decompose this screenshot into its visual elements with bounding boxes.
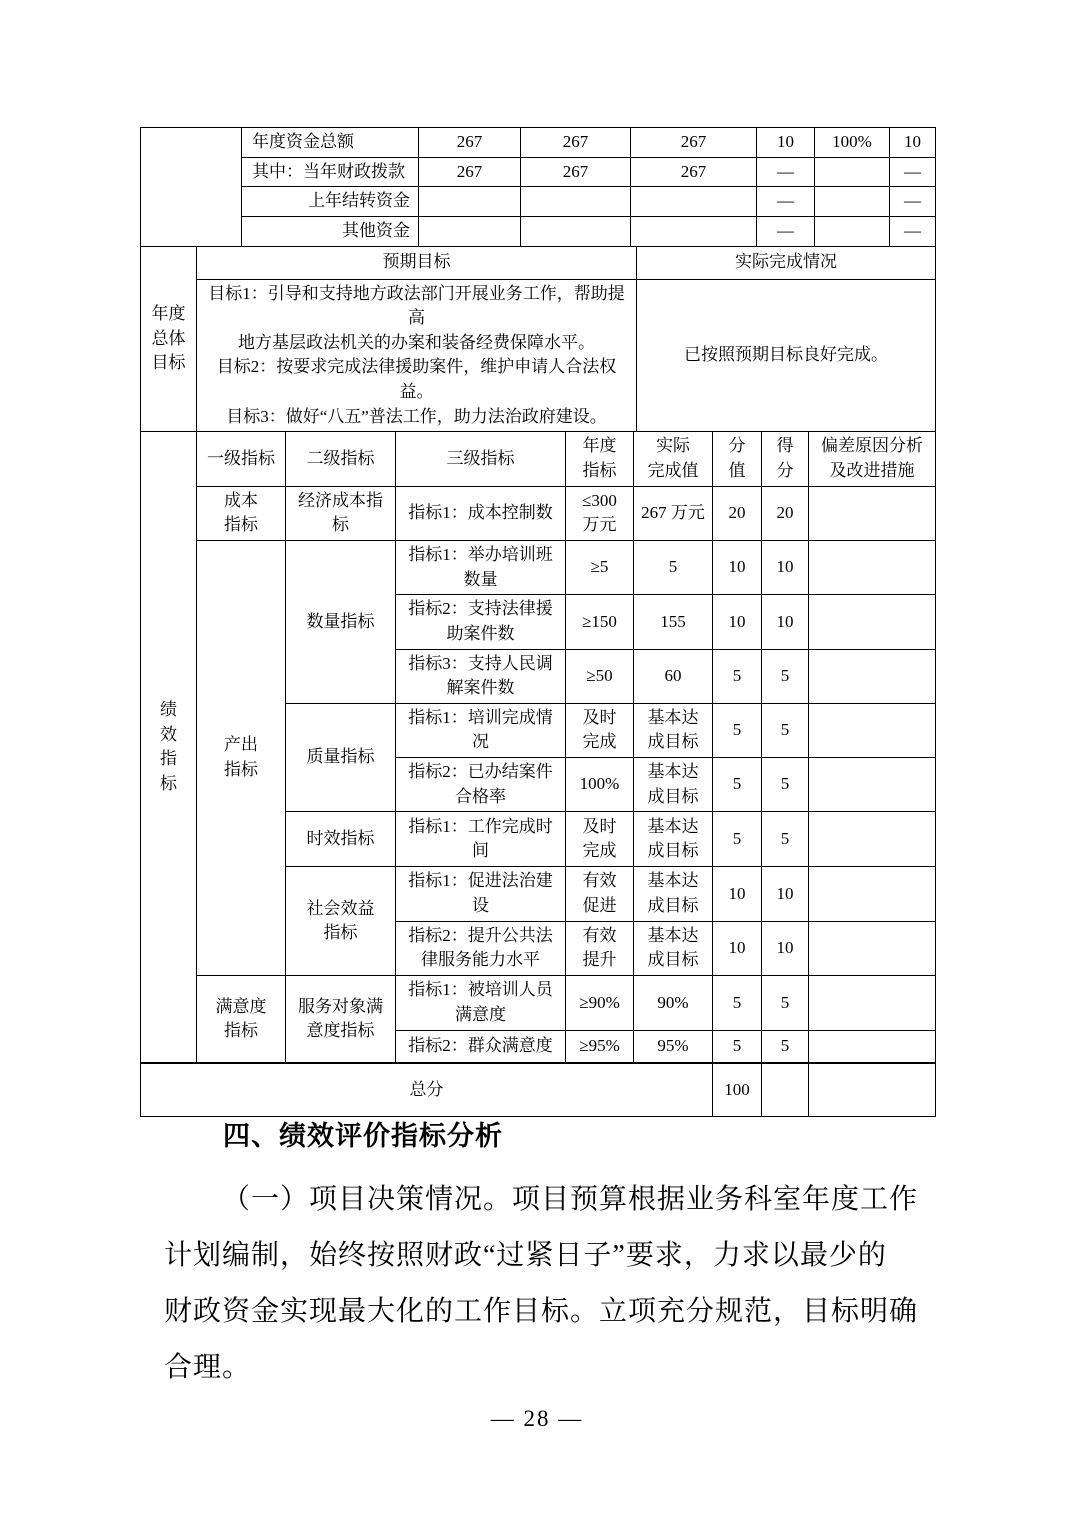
score-cell: 10 bbox=[713, 540, 762, 594]
level1-cell: 满意度 指标 bbox=[197, 975, 286, 1063]
level3-cell: 指标1：成本控制数 bbox=[396, 486, 566, 540]
level3-cell: 指标1：培训完成情 况 bbox=[396, 703, 566, 757]
annual-target-cell: ≥5 bbox=[566, 540, 634, 594]
actual-value-cell: 基本达 成目标 bbox=[634, 867, 713, 921]
level2-cell: 时效指标 bbox=[286, 812, 396, 867]
data-cell bbox=[815, 216, 890, 246]
got-score-cell: 10 bbox=[762, 867, 809, 921]
data-cell: — bbox=[757, 216, 815, 246]
level2-cell: 数量指标 bbox=[286, 540, 396, 703]
table-row bbox=[141, 540, 936, 594]
table-row bbox=[141, 187, 936, 217]
got-score-cell: 10 bbox=[762, 540, 809, 594]
annual-target-cell: ≥90% bbox=[566, 975, 634, 1030]
level1-cell: 产出 指标 bbox=[197, 540, 286, 975]
header-cell: 实际 完成值 bbox=[634, 432, 713, 486]
deviation-cell bbox=[809, 649, 936, 703]
annual-target-cell: 及时 完成 bbox=[566, 812, 634, 867]
table-row bbox=[141, 157, 936, 187]
performance-table-area bbox=[140, 127, 935, 1117]
data-cell bbox=[631, 216, 757, 246]
level2-cell: 服务对象满 意度指标 bbox=[286, 975, 396, 1063]
table-row bbox=[141, 246, 936, 279]
score-cell: 5 bbox=[713, 703, 762, 757]
header-cell: 一级指标 bbox=[197, 432, 286, 486]
level3-cell: 指标1：被培训人员 满意度 bbox=[396, 975, 566, 1030]
actual-value-cell: 基本达 成目标 bbox=[634, 703, 713, 757]
data-cell: 267 bbox=[521, 157, 631, 187]
got-score-cell: 5 bbox=[762, 975, 809, 1030]
funding-row-label: 其中：当年财政拨款 bbox=[242, 157, 419, 187]
table-row bbox=[141, 486, 936, 540]
data-cell bbox=[521, 216, 631, 246]
header-cell: 年度 指标 bbox=[566, 432, 634, 486]
score-cell: 10 bbox=[713, 595, 762, 649]
level2-cell: 质量指标 bbox=[286, 703, 396, 812]
deviation-cell bbox=[809, 921, 936, 975]
total-score-cell: 100 bbox=[713, 1063, 762, 1116]
level3-cell: 指标2：支持法律援 助案件数 bbox=[396, 595, 566, 649]
score-cell: 10 bbox=[713, 867, 762, 921]
level3-cell: 指标3：支持人民调 解案件数 bbox=[396, 649, 566, 703]
data-cell: 10 bbox=[757, 128, 815, 158]
data-cell: 267 bbox=[419, 157, 521, 187]
total-label-cell: 总分 bbox=[141, 1063, 713, 1116]
indicator-side-label-cell: 绩 效 指 标 bbox=[141, 432, 197, 1064]
data-cell: 267 bbox=[631, 157, 757, 187]
actual-value-cell: 5 bbox=[634, 540, 713, 594]
data-cell: — bbox=[757, 187, 815, 217]
got-score-cell: 10 bbox=[762, 921, 809, 975]
header-cell: 分 值 bbox=[713, 432, 762, 486]
paragraph-line: （一）项目决策情况。项目预算根据业务科室年度工作 bbox=[222, 1184, 919, 1215]
funding-row-label: 上年结转资金 bbox=[242, 187, 419, 217]
got-score-cell: 5 bbox=[762, 812, 809, 867]
actual-value-cell: 60 bbox=[634, 649, 713, 703]
level3-cell: 指标1：举办培训班 数量 bbox=[396, 540, 566, 594]
got-score-cell: 5 bbox=[762, 649, 809, 703]
data-cell: 10 bbox=[890, 128, 936, 158]
indicator-table bbox=[140, 431, 936, 1117]
data-cell bbox=[631, 187, 757, 217]
data-cell: 267 bbox=[521, 128, 631, 158]
table-row bbox=[141, 216, 936, 246]
annual-target-cell: 及时 完成 bbox=[566, 703, 634, 757]
score-cell: 5 bbox=[713, 1030, 762, 1063]
got-score-cell: 20 bbox=[762, 486, 809, 540]
annual-target-cell: 100% bbox=[566, 758, 634, 812]
table-row bbox=[141, 432, 936, 486]
actual-value-cell: 90% bbox=[634, 975, 713, 1030]
total-row bbox=[141, 1063, 936, 1116]
annual-target-cell: ≤300 万元 bbox=[566, 486, 634, 540]
actual-completion-header: 实际完成情况 bbox=[637, 246, 936, 279]
level2-cell: 经济成本指 标 bbox=[286, 486, 396, 540]
level3-cell: 指标2：提升公共法 律服务能力水平 bbox=[396, 921, 566, 975]
data-cell: — bbox=[890, 216, 936, 246]
score-cell: 5 bbox=[713, 812, 762, 867]
data-cell: 267 bbox=[631, 128, 757, 158]
score-cell: 5 bbox=[713, 649, 762, 703]
data-cell bbox=[419, 216, 521, 246]
actual-completion-text: 已按照预期目标良好完成。 bbox=[637, 279, 936, 432]
deviation-cell bbox=[809, 867, 936, 921]
score-cell: 5 bbox=[713, 758, 762, 812]
funding-row-label: 其他资金 bbox=[242, 216, 419, 246]
level3-cell: 指标2：已办结案件 合格率 bbox=[396, 758, 566, 812]
funding-blank-cell bbox=[141, 128, 242, 247]
score-cell: 5 bbox=[713, 975, 762, 1030]
expected-goal-header: 预期目标 bbox=[197, 246, 637, 279]
table-row bbox=[141, 975, 936, 1030]
paragraph-line: 计划编制，始终按照财政“过紧日子”要求，力求以最少的 bbox=[164, 1240, 887, 1271]
annual-target-cell: ≥150 bbox=[566, 595, 634, 649]
deviation-cell bbox=[809, 1030, 936, 1063]
paragraph-line: 财政资金实现最大化的工作目标。立项充分规范，目标明确 bbox=[164, 1296, 919, 1327]
table-row bbox=[141, 128, 936, 158]
annual-goal-table bbox=[140, 246, 936, 433]
header-cell: 二级指标 bbox=[286, 432, 396, 486]
level2-cell: 社会效益 指标 bbox=[286, 867, 396, 976]
actual-value-cell: 基本达 成目标 bbox=[634, 758, 713, 812]
data-cell: — bbox=[890, 157, 936, 187]
data-cell: — bbox=[757, 157, 815, 187]
header-cell: 偏差原因分析 及改进措施 bbox=[809, 432, 936, 486]
goal-side-label-cell: 年度 总体 目标 bbox=[141, 246, 197, 432]
level3-cell: 指标2：群众满意度 bbox=[396, 1030, 566, 1063]
funding-row-label: 年度资金总额 bbox=[242, 128, 419, 158]
got-score-cell: 5 bbox=[762, 758, 809, 812]
data-cell: — bbox=[890, 187, 936, 217]
got-score-cell: 5 bbox=[762, 703, 809, 757]
score-cell: 20 bbox=[713, 486, 762, 540]
level3-cell: 指标1：促进法治建 设 bbox=[396, 867, 566, 921]
total-got-cell bbox=[762, 1063, 809, 1116]
header-cell: 得 分 bbox=[762, 432, 809, 486]
table-row bbox=[141, 279, 936, 432]
analysis-paragraph bbox=[164, 1172, 944, 1396]
data-cell bbox=[419, 187, 521, 217]
deviation-cell bbox=[809, 703, 936, 757]
deviation-cell bbox=[809, 812, 936, 867]
level1-cell: 成本 指标 bbox=[197, 486, 286, 540]
data-cell bbox=[815, 157, 890, 187]
expected-goal-text: 目标1：引导和支持地方政法部门开展业务工作，帮助提高 地方基层政法机关的办案和装备经费保障水平。 目标2：按要求完成法律援助案件，维护申请人合法权益。 目标3：做好“八五”普法工作，助力法治政府建设。 bbox=[197, 279, 637, 432]
annual-target-cell: ≥95% bbox=[566, 1030, 634, 1063]
annual-target-cell: ≥50 bbox=[566, 649, 634, 703]
data-cell bbox=[521, 187, 631, 217]
deviation-cell bbox=[809, 975, 936, 1030]
actual-value-cell: 155 bbox=[634, 595, 713, 649]
actual-value-cell: 267 万元 bbox=[634, 486, 713, 540]
header-cell: 三级指标 bbox=[396, 432, 566, 486]
got-score-cell: 10 bbox=[762, 595, 809, 649]
actual-value-cell: 95% bbox=[634, 1030, 713, 1063]
deviation-cell bbox=[809, 540, 936, 594]
score-cell: 10 bbox=[713, 921, 762, 975]
paragraph-line: 合理。 bbox=[164, 1352, 252, 1383]
annual-target-cell: 有效 促进 bbox=[566, 867, 634, 921]
funding-table bbox=[140, 127, 936, 247]
level3-cell: 指标1：工作完成时 间 bbox=[396, 812, 566, 867]
deviation-cell bbox=[809, 758, 936, 812]
data-cell: 267 bbox=[419, 128, 521, 158]
deviation-cell bbox=[809, 486, 936, 540]
actual-value-cell: 基本达 成目标 bbox=[634, 812, 713, 867]
got-score-cell: 5 bbox=[762, 1030, 809, 1063]
page-number: — 28 — bbox=[490, 1406, 584, 1431]
total-deviation-cell bbox=[809, 1063, 936, 1116]
data-cell bbox=[815, 187, 890, 217]
deviation-cell bbox=[809, 595, 936, 649]
annual-target-cell: 有效 提升 bbox=[566, 921, 634, 975]
actual-value-cell: 基本达 成目标 bbox=[634, 921, 713, 975]
section-heading: 四、绩效评价指标分析 bbox=[223, 1121, 503, 1151]
data-cell: 100% bbox=[815, 128, 890, 158]
